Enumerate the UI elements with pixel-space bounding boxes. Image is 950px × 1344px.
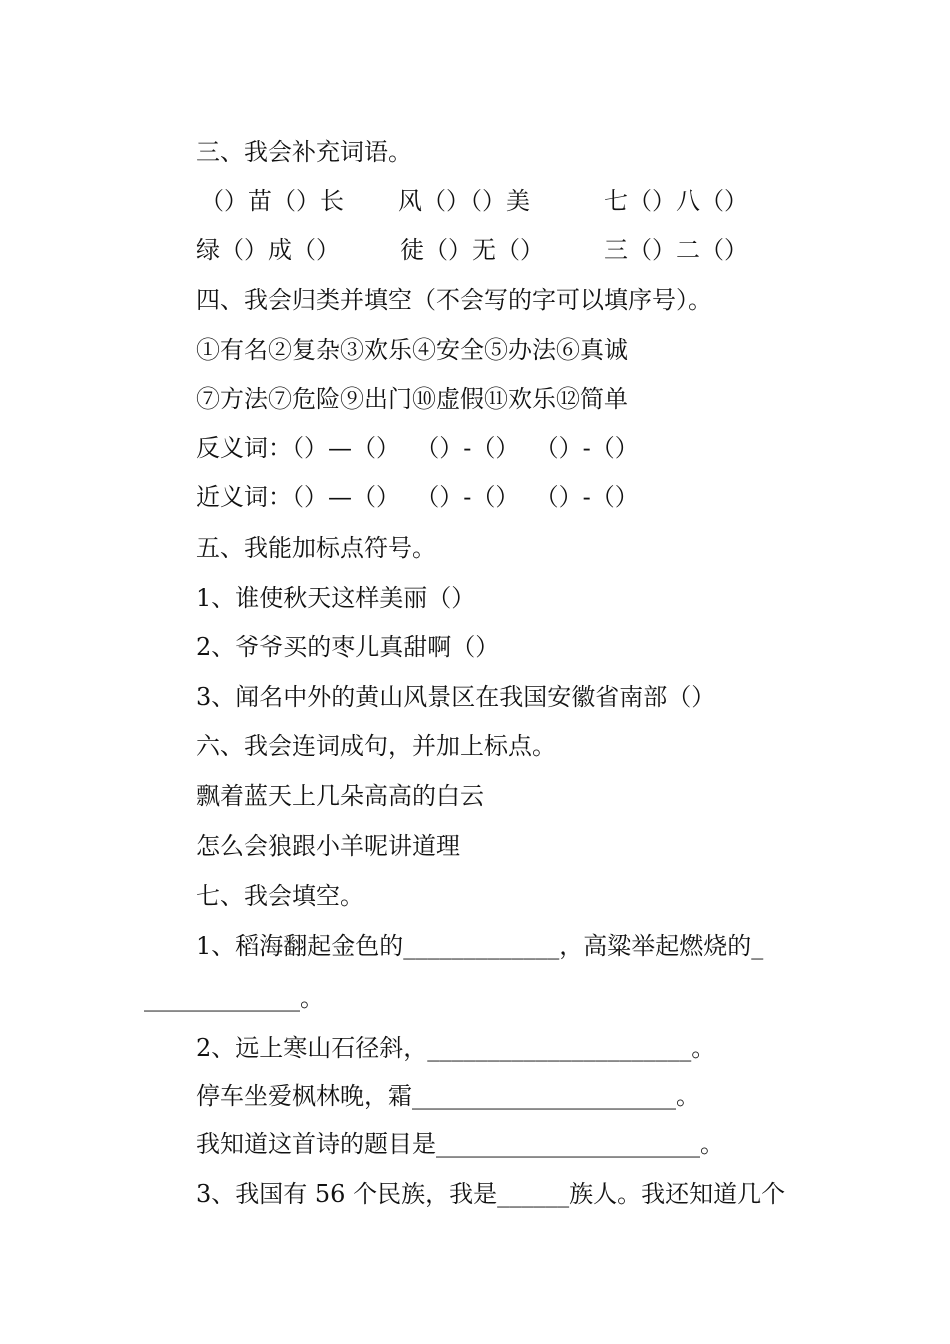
fill-in-q2-line2: 停车坐爱枫林晚，霜______________________。 [196,1082,700,1110]
punctuation-item-1: 1、谁使秋天这样美丽（） [196,584,476,612]
sentence-item-1: 飘着蓝天上几朵高高的白云 [196,782,484,810]
section-3-heading: 三、我会补充词语。 [196,138,412,166]
fill-in-q1-line1: 1、稻海翻起金色的_____________，高粱举起燃烧的_ [196,932,764,960]
section-7-heading: 七、我会填空。 [196,882,364,910]
sentence-item-2: 怎么会狼跟小羊呢讲道理 [196,832,460,860]
antonyms-row: 反义词：（）—（） （）-（） （）-（） [196,434,639,462]
fill-blank-item: （）苗（）长 [200,187,344,215]
fill-blank-item: 绿（）成（） [196,236,340,264]
punctuation-item-2: 2、爷爷买的枣儿真甜啊（） [196,633,500,661]
section-6-heading: 六、我会连词成句，并加上标点。 [196,732,556,760]
fill-blank-item: 徒（）无（） [400,236,544,264]
punctuation-item-3: 3、闻名中外的黄山风景区在我国安徽省南部（） [196,683,716,711]
section-5-heading: 五、我能加标点符号。 [196,534,436,562]
fill-in-q2-line3: 我知道这首诗的题目是______________________。 [196,1130,724,1158]
word-list-1: ①有名②复杂③欢乐④安全⑤办法⑥真诚 [196,336,628,364]
fill-blank-item: 风（）（）美 [398,187,530,215]
section-4-heading: 四、我会归类并填空（不会写的字可以填序号）。 [196,286,712,314]
fill-in-q2-line1: 2、远上寒山石径斜，______________________。 [196,1034,716,1062]
fill-blank-item: 七（）八（） [604,187,748,215]
synonyms-row: 近义词：（）—（） （）-（） （）-（） [196,483,639,511]
word-list-2: ⑦方法⑦危险⑨出门⑩虚假⑪欢乐⑫简单 [196,385,628,413]
fill-in-q1-line2: _____________。 [144,984,324,1012]
fill-blank-item: 三（）二（） [604,236,748,264]
fill-in-q3-line1: 3、我国有 56 个民族，我是______族人。我还知道几个 [196,1180,786,1208]
